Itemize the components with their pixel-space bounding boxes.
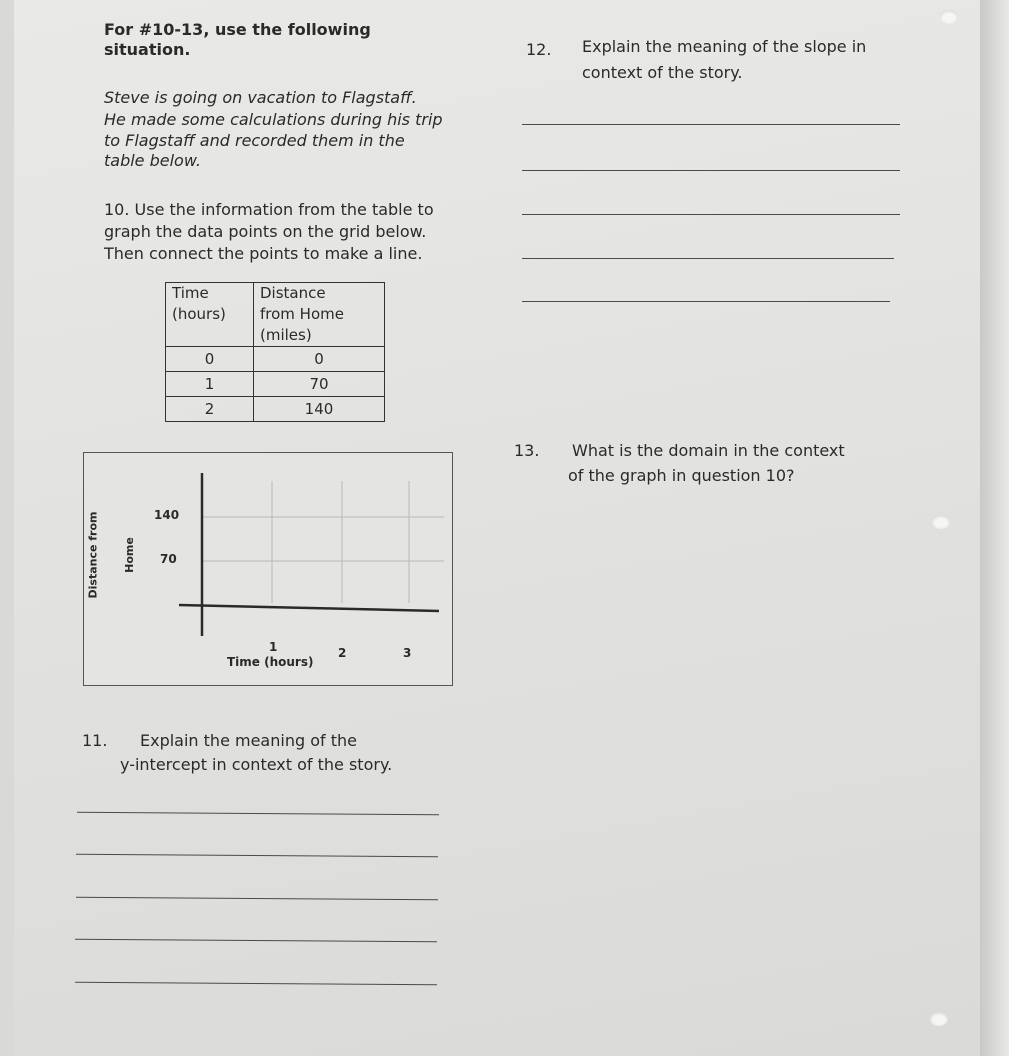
q12-line-1: Explain the meaning of the slope in bbox=[582, 37, 867, 56]
table-header-time-line-2: (hours) bbox=[172, 305, 226, 323]
story-line-2: He made some calculations during his trip bbox=[104, 110, 443, 129]
punch-hole-middle bbox=[932, 515, 950, 529]
y-axis-label-line-2: Home bbox=[122, 537, 136, 573]
table-header-time bbox=[166, 283, 254, 347]
q13-number: 13. bbox=[514, 441, 540, 460]
table-header-distance-line-2: from Home bbox=[260, 305, 344, 323]
answer-line[interactable] bbox=[522, 258, 894, 259]
table-cell-distance: 0 bbox=[254, 347, 385, 372]
y-axis-label-line-1: Distance from bbox=[86, 511, 100, 599]
q11-line-2: y-intercept in context of the story. bbox=[120, 755, 393, 774]
table-cell-distance: 140 bbox=[254, 397, 385, 422]
table-row bbox=[166, 347, 385, 372]
table-cell-time: 1 bbox=[166, 372, 254, 397]
data-table bbox=[165, 282, 385, 422]
x-axis-label: Time (hours) bbox=[227, 655, 314, 669]
story-line-4: table below. bbox=[104, 151, 201, 170]
answer-line[interactable] bbox=[522, 301, 890, 302]
table-row bbox=[166, 372, 385, 397]
graph-box bbox=[83, 452, 453, 686]
punch-hole-bottom bbox=[930, 1012, 948, 1026]
table-header-distance bbox=[254, 283, 385, 347]
answer-line[interactable] bbox=[522, 124, 900, 125]
table-header-time-line-1: Time bbox=[172, 284, 209, 302]
story-line-1: Steve is going on vacation to Flagstaff. bbox=[104, 88, 417, 107]
table-row bbox=[166, 397, 385, 422]
q12-number: 12. bbox=[526, 40, 552, 59]
answer-line[interactable] bbox=[522, 170, 900, 171]
story-line-3: to Flagstaff and recorded them in the bbox=[104, 131, 405, 150]
answer-line[interactable] bbox=[522, 214, 900, 215]
q13-line-2: of the graph in question 10? bbox=[568, 466, 795, 485]
intro-line-1: For #10-13, use the following bbox=[104, 20, 371, 39]
y-tick-70: 70 bbox=[160, 552, 177, 566]
q13-line-1: What is the domain in the context bbox=[572, 441, 845, 460]
q11-line-1: Explain the meaning of the bbox=[140, 731, 357, 750]
table-header-distance-line-3: (miles) bbox=[260, 326, 312, 344]
table-header-row bbox=[166, 283, 385, 347]
q12-line-2: context of the story. bbox=[582, 63, 743, 82]
x-tick-2: 2 bbox=[338, 646, 347, 660]
table-cell-time: 0 bbox=[166, 347, 254, 372]
x-tick-3: 3 bbox=[403, 646, 412, 660]
page-edge bbox=[980, 0, 1009, 1056]
table-cell-time: 2 bbox=[166, 397, 254, 422]
q11-number: 11. bbox=[82, 731, 108, 750]
x-tick-1: 1 bbox=[269, 640, 278, 654]
table-header-distance-line-1: Distance bbox=[260, 284, 326, 302]
table-cell-distance: 70 bbox=[254, 372, 385, 397]
intro-line-2: situation. bbox=[104, 40, 191, 59]
punch-hole-top bbox=[940, 10, 958, 24]
x-axis bbox=[179, 605, 439, 611]
q10-line-3: Then connect the points to make a line. bbox=[104, 244, 423, 263]
y-tick-140: 140 bbox=[154, 508, 180, 522]
q10-line-2: graph the data points on the grid below. bbox=[104, 222, 427, 241]
q10-line-1: 10. Use the information from the table to bbox=[104, 200, 434, 219]
